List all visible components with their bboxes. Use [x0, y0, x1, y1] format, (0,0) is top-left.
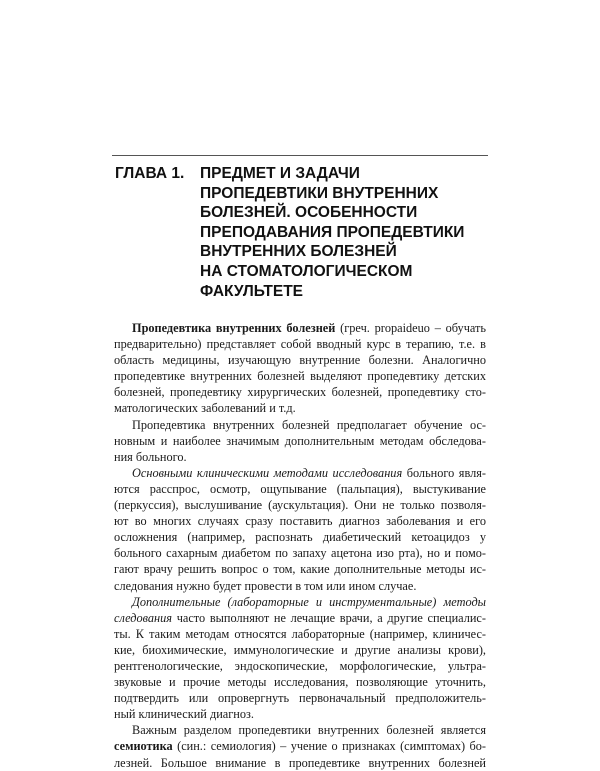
paragraph-line: семиотика (син.: семиология) – учение о признаках (симптомах) бо-: [114, 739, 486, 754]
paragraph-line: болезней, пропедевтику хирургических болезней, пропедевтику сто-: [114, 385, 486, 400]
paragraph-line: Пропедевтика внутренних болезней (греч. propaideuo – обучать: [132, 321, 486, 335]
paragraph-line: область медицины, изучающую внутренние болезни. Аналогично: [114, 353, 486, 368]
emphasis-clinical-methods: Основными клиническими методами исследования: [132, 465, 403, 480]
paragraph-line: новным и наиболее значимым дополнительным методам обследова-: [114, 433, 486, 448]
paragraph-line: лезней. Большое внимание в пропедевтике внутренних болезней: [114, 755, 486, 770]
body-text: [114, 320, 486, 771]
chapter-label: ГЛАВА 1.: [115, 165, 185, 182]
paragraph-line: ты. К таким методам относятся лабораторные (например, клиничес-: [114, 626, 486, 641]
paragraph-line: кие, биохимические, иммунологические и другие анализы крови),: [114, 642, 486, 657]
emphasis-additional-methods-cont: следования: [114, 610, 173, 625]
paragraph-line: осложнения (например, распознать диабетический кетоацидоз у: [114, 530, 486, 545]
emphasis-additional-methods: Дополнительные (лабораторные и инструментальные) методы: [132, 594, 486, 609]
chapter-title: [200, 164, 500, 301]
paragraph-line: ный клинический диагноз.: [114, 707, 254, 722]
term-propedeutics: Пропедевтика внутренних болезней: [132, 321, 336, 335]
paragraph-line: ют во многих случаях сразу поставить диагноз заболевания и его: [114, 514, 486, 529]
paragraph-line: пропедевтике внутренних болезней выделяют пропедевтику детских: [114, 369, 486, 384]
chapter-title-line: ФАКУЛЬТЕТЕ: [200, 282, 303, 300]
paragraph-line: следования нужно будет провести в том или ином случае.: [114, 578, 417, 593]
paragraph-line: подтвердить или опровергнуть первоначальный предположитель-: [114, 691, 486, 706]
paragraph-line: рентгенологические, эндоскопические, морфологические, ультра-: [114, 658, 486, 673]
term-semiotics: семиотика: [114, 739, 173, 754]
paragraph-line: ются расспрос, осмотр, ощупывание (пальпация), выстукивание: [114, 481, 486, 496]
paragraph-line: [114, 594, 486, 610]
paragraph-line: следования часто выполняют не лечащие врачи, а другие специалис-: [114, 610, 486, 625]
paragraph-line: Основными клиническими методами исследования больного явля-: [132, 465, 486, 480]
paragraph-line: (перкуссия), выслушивание (аускультация). Они не только позволя-: [114, 498, 486, 513]
paragraph-line: гают врачу решить вопрос о том, какие дополнительные методы ис-: [114, 562, 486, 577]
paragraph-line: Пропедевтика внутренних болезней предполагает обучение ос-: [132, 417, 486, 432]
chapter-title-line: ПРЕДМЕТ И ЗАДАЧИ: [200, 165, 360, 182]
chapter-title-line: ВНУТРЕННИХ БОЛЕЗНЕЙ: [200, 243, 397, 261]
chapter-title-line: БОЛЕЗНЕЙ. ОСОБЕННОСТИ: [200, 204, 418, 222]
chapter-title-line: ПРОПЕДЕВТИКИ ВНУТРЕННИХ: [200, 184, 439, 202]
paragraph-line: матологических заболеваний и т.д.: [114, 401, 296, 416]
paragraph-line: звуковые и прочие методы исследования, позволяющие уточнить,: [114, 675, 486, 690]
chapter-top-rule: [112, 155, 488, 156]
chapter-title-line: ПРЕПОДАВАНИЯ ПРОПЕДЕВТИКИ: [200, 223, 465, 241]
paragraph-line: Важным разделом пропедевтики внутренних болезней является: [132, 723, 486, 738]
paragraph-line: больного сахарным диабетом по запаху ацетона изо рта), но и помо-: [114, 546, 486, 561]
paragraph-line: предварительно) представляет собой вводный курс в терапию, т.е. в: [114, 337, 486, 352]
chapter-title-line: НА СТОМАТОЛОГИЧЕСКОМ: [200, 262, 413, 280]
paragraph-line: ния больного.: [114, 449, 187, 464]
